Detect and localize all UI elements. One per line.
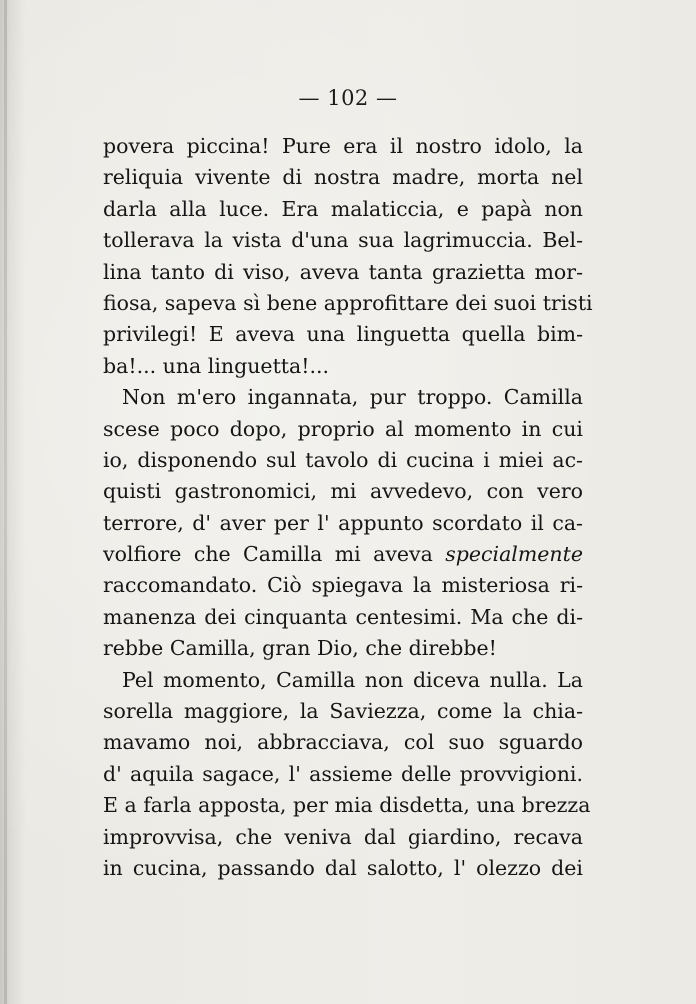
text-line: scese poco dopo, proprio al momento in cui bbox=[103, 416, 583, 441]
text-line: terrore, d' aver per l' appunto scordato il ca- bbox=[103, 510, 583, 535]
text-line: fiosa, sapeva sì bene approfittare dei suoi tristi bbox=[103, 290, 593, 315]
text-line: tollerava la vista d'una sua lagrimuccia. Bel- bbox=[103, 228, 583, 253]
text-line: ba!... una linguetta!... bbox=[103, 353, 330, 378]
text-line: Pel momento, Camilla non diceva nulla. La bbox=[122, 667, 583, 692]
text-line: d' aquila sagace, l' assieme delle provvigioni. bbox=[103, 761, 583, 786]
text-line-with-italic bbox=[103, 539, 583, 570]
page-gutter bbox=[4, 0, 7, 1004]
text-line: improvvisa, che veniva dal giardino, recava bbox=[103, 824, 583, 849]
page-number: — 102 — bbox=[298, 86, 398, 110]
body-text bbox=[103, 131, 593, 884]
text-line: sorella maggiore, la Saviezza, come la chia- bbox=[103, 699, 583, 724]
text-line: in cucina, passando dal salotto, l' olezzo dei bbox=[103, 855, 583, 880]
text-line: Non m'ero ingannata, pur troppo. Camilla bbox=[122, 385, 583, 410]
text-line: privilegi! E aveva una linguetta quella bim- bbox=[103, 322, 583, 347]
text-line: io, disponendo sul tavolo di cucina i miei ac- bbox=[103, 447, 583, 472]
text-line: raccomandato. Ciò spiegava la misteriosa ri- bbox=[103, 573, 583, 598]
text-line: reliquia vivente di nostra madre, morta nel bbox=[103, 165, 583, 190]
text-line: E a farla apposta, per mia disdetta, una brezza bbox=[103, 793, 591, 818]
italic-word: specialmente bbox=[445, 542, 583, 567]
text-line: lina tanto di viso, aveva tanta grazietta mor- bbox=[103, 259, 583, 284]
text-line: darla alla luce. Era malaticcia, e papà non bbox=[103, 196, 583, 221]
text-line: quisti gastronomici, mi avvedevo, con vero bbox=[103, 479, 583, 504]
text-line: mavamo noi, abbracciava, col suo sguardo bbox=[103, 730, 583, 755]
text-line: povera piccina! Pure era il nostro idolo, la bbox=[103, 134, 583, 158]
text-segment: volfiore che Camilla mi aveva bbox=[103, 542, 433, 567]
text-line: manenza dei cinquanta centesimi. Ma che di- bbox=[103, 604, 583, 629]
text-line: rebbe Camilla, gran Dio, che direbbe! bbox=[103, 636, 497, 661]
